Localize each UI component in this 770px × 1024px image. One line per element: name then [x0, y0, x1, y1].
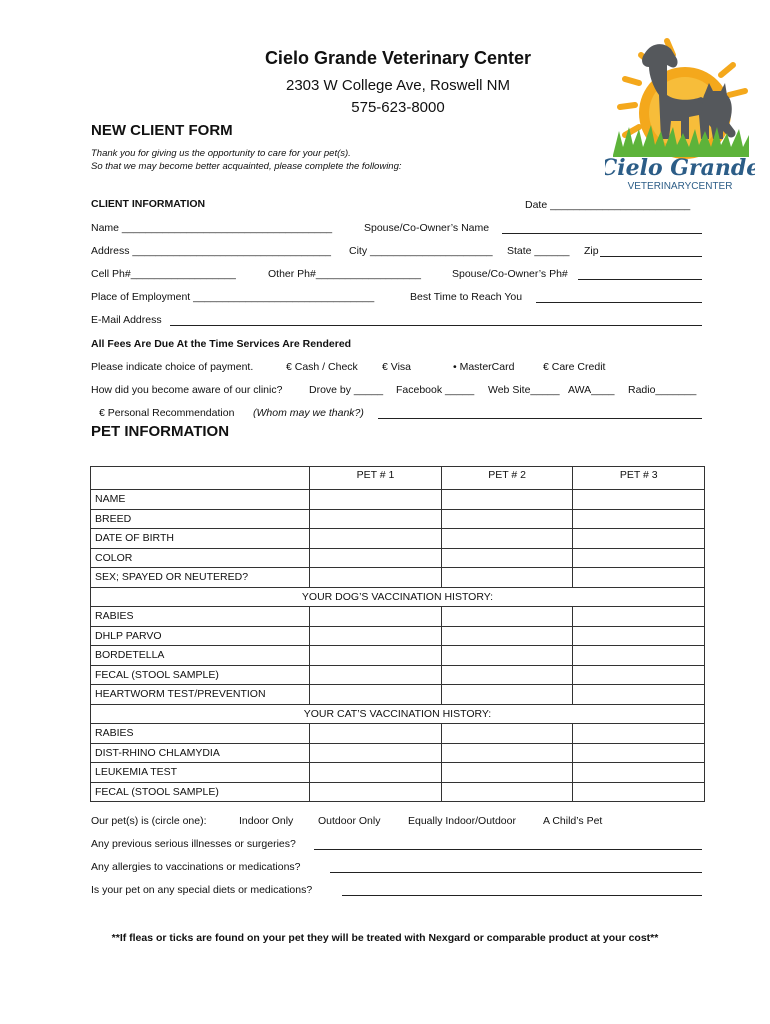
table-row: [91, 509, 705, 529]
aware-prompt: How did you become aware of our clinic?: [91, 384, 283, 396]
email-label: E-Mail Address: [91, 314, 162, 326]
pet1-cell[interactable]: [310, 724, 442, 744]
pet-column-header: PET # 1: [310, 467, 442, 490]
row-label: RABIES: [91, 724, 310, 744]
payment-option-mastercard[interactable]: • MasterCard: [453, 361, 515, 373]
row-label: BREED: [91, 509, 310, 529]
recommendation-note: (Whom may we thank?): [253, 407, 364, 419]
cat-vaccination-header: YOUR CAT’S VACCINATION HISTORY:: [91, 704, 705, 724]
pet1-cell[interactable]: [310, 646, 442, 666]
zip-label: Zip: [584, 245, 599, 257]
pet3-cell[interactable]: [573, 568, 705, 588]
pet1-cell[interactable]: [310, 568, 442, 588]
clinic-name: Cielo Grande Veterinary Center: [264, 48, 532, 68]
dog-vaccination-header: YOUR DOG’S VACCINATION HISTORY:: [91, 587, 705, 607]
payment-option-visa[interactable]: € Visa: [382, 361, 411, 373]
pet1-cell[interactable]: [310, 529, 442, 549]
row-label: FECAL (STOOL SAMPLE): [91, 665, 310, 685]
table-row: [91, 607, 705, 627]
pet3-cell[interactable]: [573, 743, 705, 763]
pet3-cell[interactable]: [573, 665, 705, 685]
form-title: NEW CLIENT FORM: [91, 122, 233, 139]
spouse-phone-label: Spouse/Co-Owner’s Ph#: [452, 268, 568, 280]
pet2-cell[interactable]: [441, 548, 573, 568]
pet-column-header: PET # 3: [573, 467, 705, 490]
pet3-cell[interactable]: [573, 509, 705, 529]
diets-label: Is your pet on any special diets or medications?: [91, 884, 313, 896]
table-row: [91, 490, 705, 510]
pet3-cell[interactable]: [573, 782, 705, 802]
pet3-cell[interactable]: [573, 646, 705, 666]
pet-section-title: PET INFORMATION: [91, 423, 230, 440]
clinic-logo: [605, 35, 755, 195]
pet1-cell[interactable]: [310, 548, 442, 568]
pet-table-corner: [91, 467, 310, 490]
payment-option-care-credit[interactable]: € Care Credit: [543, 361, 606, 373]
row-label: COLOR: [91, 548, 310, 568]
pet-table: [90, 466, 705, 802]
pet1-cell[interactable]: [310, 490, 442, 510]
other-phone-field[interactable]: Other Ph#__________________: [268, 268, 421, 280]
allergies-input[interactable]: [330, 872, 702, 873]
city-field[interactable]: City _____________________: [349, 245, 493, 257]
email-input[interactable]: [170, 325, 702, 326]
pet3-cell[interactable]: [573, 626, 705, 646]
pet1-cell[interactable]: [310, 665, 442, 685]
intro-line-1: Thank you for giving us the opportunity to care for your pet(s).: [91, 148, 351, 159]
pet3-cell[interactable]: [573, 685, 705, 705]
best-time-input[interactable]: [536, 302, 702, 303]
row-label: LEUKEMIA TEST: [91, 763, 310, 783]
illnesses-input[interactable]: [314, 849, 702, 850]
diets-input[interactable]: [342, 895, 702, 896]
pet2-cell[interactable]: [441, 724, 573, 744]
table-row: [91, 763, 705, 783]
table-row: [91, 646, 705, 666]
table-row: [91, 743, 705, 763]
row-label: BORDETELLA: [91, 646, 310, 666]
payment-prompt: Please indicate choice of payment.: [91, 361, 254, 373]
lifestyle-prompt: Our pet(s) is (circle one):: [91, 815, 207, 827]
pet2-cell[interactable]: [441, 763, 573, 783]
table-row: [91, 587, 705, 607]
logo-text-line1: Cielo Grande: [605, 155, 755, 181]
table-row: [91, 626, 705, 646]
lifestyle-indoor[interactable]: Indoor Only: [239, 815, 294, 827]
source-radio[interactable]: Radio_______: [628, 384, 697, 396]
pet1-cell[interactable]: [310, 763, 442, 783]
table-row: [91, 665, 705, 685]
pet2-cell[interactable]: [441, 685, 573, 705]
source-drove-by[interactable]: Drove by _____: [309, 384, 384, 396]
spouse-phone-input[interactable]: [578, 279, 702, 280]
row-label: HEARTWORM TEST/PREVENTION: [91, 685, 310, 705]
lifestyle-outdoor[interactable]: Outdoor Only: [318, 815, 381, 827]
row-label: RABIES: [91, 607, 310, 627]
pet3-cell[interactable]: [573, 529, 705, 549]
state-field[interactable]: State ______: [507, 245, 570, 257]
row-label: SEX; SPAYED OR NEUTERED?: [91, 568, 310, 588]
pet2-cell[interactable]: [441, 782, 573, 802]
pet3-cell[interactable]: [573, 724, 705, 744]
allergies-label: Any allergies to vaccinations or medications?: [91, 861, 301, 873]
pet1-cell[interactable]: [310, 685, 442, 705]
pet2-cell[interactable]: [441, 490, 573, 510]
best-time-label: Best Time to Reach You: [410, 291, 523, 303]
cell-phone-field[interactable]: Cell Ph#__________________: [91, 268, 236, 280]
pet1-cell[interactable]: [310, 782, 442, 802]
pet2-cell[interactable]: [441, 607, 573, 627]
row-label: DATE OF BIRTH: [91, 529, 310, 549]
row-label: FECAL (STOOL SAMPLE): [91, 782, 310, 802]
table-row: [91, 529, 705, 549]
source-awa[interactable]: AWA____: [568, 384, 615, 396]
footer-note: **If fleas or ticks are found on your pet they will be treated with Nexgard or comparable product at your cost**: [111, 932, 659, 944]
table-row: [91, 568, 705, 588]
pet2-cell[interactable]: [441, 743, 573, 763]
table-row: [91, 724, 705, 744]
table-row: [91, 685, 705, 705]
source-website[interactable]: Web Site_____: [488, 384, 560, 396]
intro-line-2: So that we may become better acquainted, please complete the following:: [91, 161, 402, 172]
name-field[interactable]: Name ____________________________________: [91, 222, 333, 234]
table-row: [91, 782, 705, 802]
illnesses-label: Any previous serious illnesses or surgeries?: [91, 838, 296, 850]
row-label: DIST-RHINO CHLAMYDIA: [91, 743, 310, 763]
pet-table-header: [91, 467, 705, 490]
row-label: NAME: [91, 490, 310, 510]
zip-input[interactable]: [600, 256, 702, 257]
payment-option-cash[interactable]: € Cash / Check: [286, 361, 358, 373]
recommendation-input[interactable]: [378, 418, 702, 419]
row-label: DHLP PARVO: [91, 626, 310, 646]
pet2-cell[interactable]: [441, 568, 573, 588]
address-field[interactable]: Address __________________________________: [91, 245, 331, 257]
spouse-name-label: Spouse/Co-Owner’s Name: [364, 222, 490, 234]
pet2-cell[interactable]: [441, 665, 573, 685]
pet1-cell[interactable]: [310, 743, 442, 763]
pet3-cell[interactable]: [573, 548, 705, 568]
pet1-cell[interactable]: [310, 509, 442, 529]
pet3-cell[interactable]: [573, 607, 705, 627]
pet2-cell[interactable]: [441, 626, 573, 646]
clinic-phone: 575-623-8000: [351, 99, 445, 116]
pet2-cell[interactable]: [441, 509, 573, 529]
source-recommendation[interactable]: € Personal Recommendation: [99, 407, 235, 419]
table-row: [91, 704, 705, 724]
lifestyle-childs-pet[interactable]: A Child’s Pet: [543, 815, 603, 827]
table-row: [91, 548, 705, 568]
employment-field[interactable]: Place of Employment _______________________________: [91, 291, 375, 303]
pet3-cell[interactable]: [573, 490, 705, 510]
pet1-cell[interactable]: [310, 607, 442, 627]
pet1-cell[interactable]: [310, 626, 442, 646]
client-info-label: CLIENT INFORMATION: [91, 198, 206, 210]
logo-text-line2: VETERINARYCENTER: [627, 181, 733, 192]
date-field[interactable]: Date ________________________: [525, 199, 691, 211]
spouse-name-input[interactable]: [502, 233, 702, 234]
pet2-cell[interactable]: [441, 646, 573, 666]
pet2-cell[interactable]: [441, 529, 573, 549]
fees-note: All Fees Are Due At the Time Services Are Rendered: [91, 338, 352, 350]
pet3-cell[interactable]: [573, 763, 705, 783]
lifestyle-equal[interactable]: Equally Indoor/Outdoor: [408, 815, 516, 827]
source-facebook[interactable]: Facebook _____: [396, 384, 475, 396]
clinic-address: 2303 W College Ave, Roswell NM: [286, 77, 510, 94]
pet-column-header: PET # 2: [441, 467, 573, 490]
